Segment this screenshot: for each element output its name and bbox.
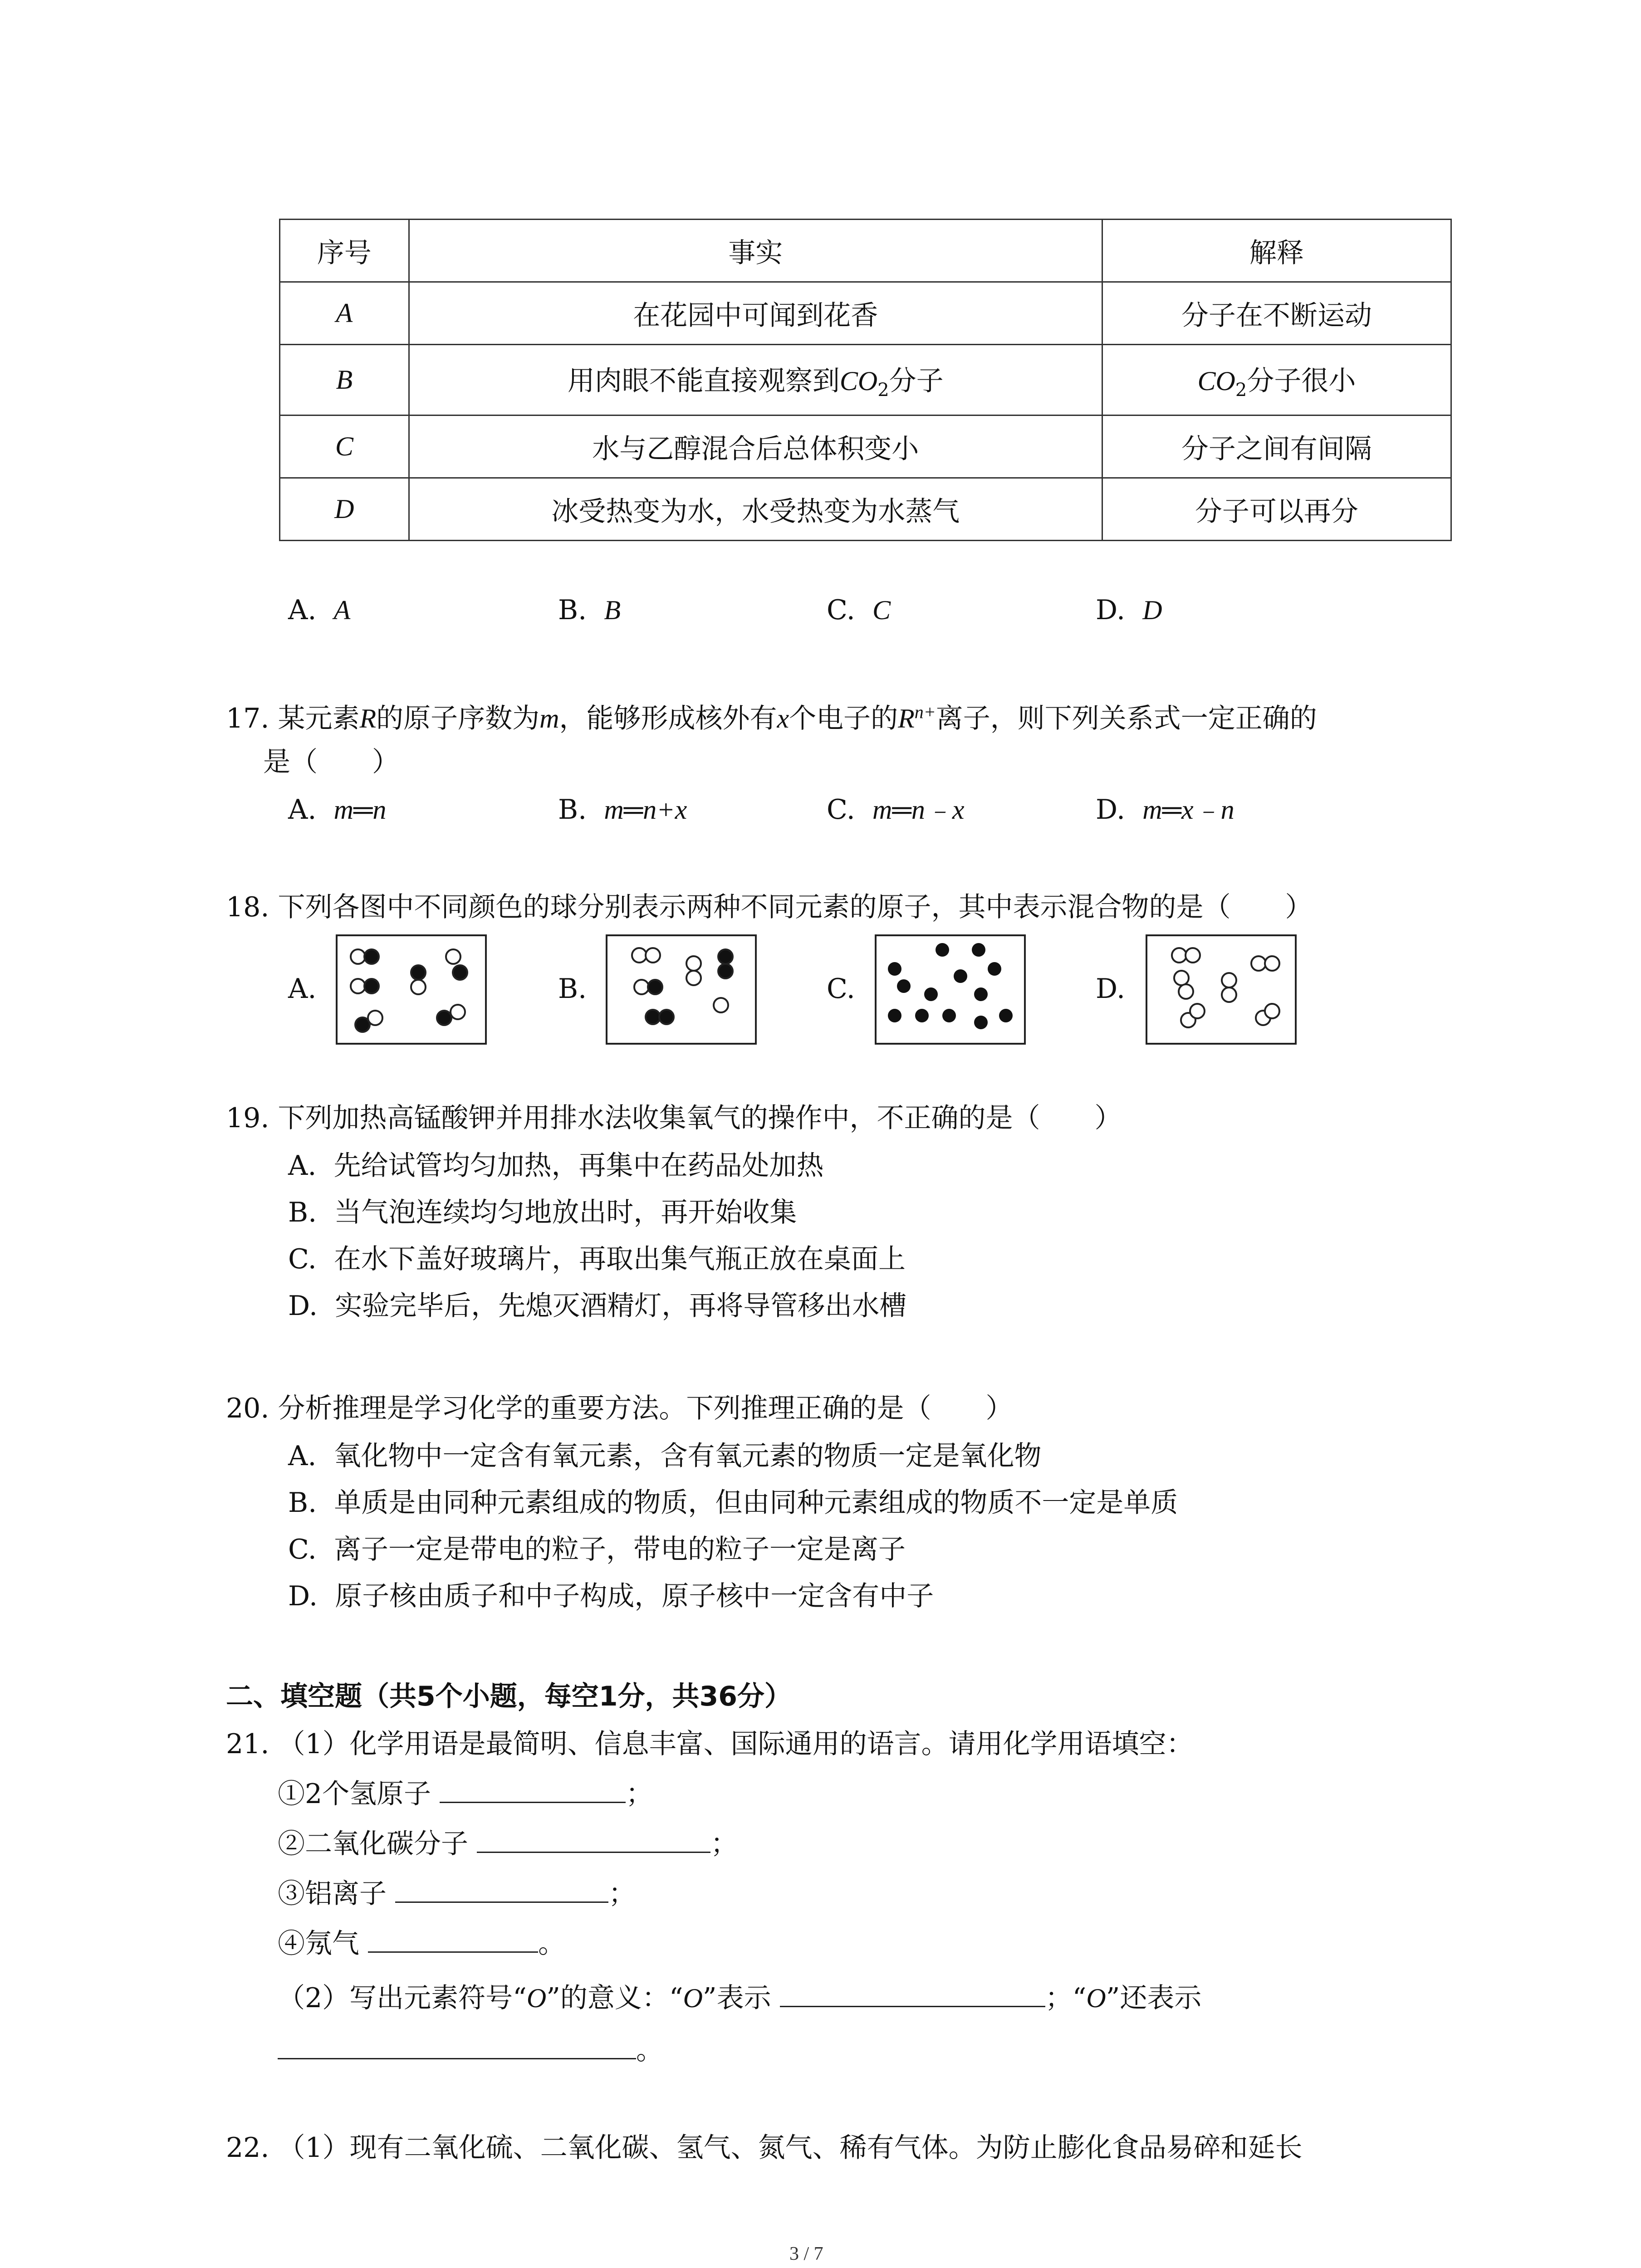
q18-diagram-b[interactable] [606, 934, 757, 1045]
q20-text: 分析推理是学习化学的重要方法。下列推理正确的是（ ） [278, 1393, 1013, 1424]
q21-item-end: 。 [538, 1928, 566, 1960]
row-fact: 冰受热变为水，水受热变为水蒸气 [409, 478, 1102, 541]
q19-option-b[interactable] [288, 1199, 797, 1226]
q16-option-a[interactable] [288, 596, 350, 624]
option-label: D. [1096, 594, 1126, 626]
q18-stem [226, 891, 1313, 923]
q21-text: （2）写出元素符号“ [278, 1982, 527, 2014]
q16-option-d[interactable] [1096, 596, 1162, 624]
question-number: 21. [226, 1728, 269, 1760]
option-value: m═n+x [604, 795, 687, 825]
q20-stem [226, 1395, 1013, 1422]
option-label: A. [288, 594, 317, 626]
row-fact [409, 345, 1102, 415]
q16-option-b[interactable] [558, 596, 621, 624]
element-symbol: O [683, 1983, 703, 2013]
fact-text: 用肉眼不能直接观察到 [567, 365, 840, 397]
q17-symbol: x [777, 704, 789, 733]
q22-stem [226, 2132, 1303, 2164]
q19-option-d[interactable] [288, 1292, 906, 1320]
q21-item [278, 1928, 566, 1960]
q22-text: （1）现有二氧化硫、二氧化碳、氢气、氮气、稀有气体。为防止膨化食品易碎和延长 [278, 2132, 1303, 2164]
q19-option-c[interactable] [288, 1243, 906, 1275]
q21-text: 。 [636, 2034, 663, 2066]
option-text: 在水下盖好玻璃片，再取出集气瓶正放在桌面上 [334, 1243, 906, 1275]
q21-item [278, 1878, 636, 1910]
q21-item-text: ④氖气 [278, 1928, 359, 1960]
row-id: A [280, 282, 409, 345]
q21-item-end: ； [710, 1828, 738, 1860]
q17-text: 离子，则下列关系式一定正确的 [936, 703, 1317, 734]
q20-option-d[interactable] [288, 1580, 934, 1612]
q21-text: （1）化学用语是最简明、信息丰富、国际通用的语言。请用化学用语填空： [278, 1728, 1194, 1760]
option-label: D. [288, 1290, 318, 1322]
section-heading: 二、填空题（共5个小题，每空1分，共36分） [226, 1681, 792, 1712]
particle-diagram [338, 936, 485, 1043]
q17-text: 的原子序数为 [376, 703, 540, 734]
q20-option-c[interactable] [288, 1536, 906, 1563]
option-label: B. [558, 594, 587, 626]
q18-diagram-a[interactable] [336, 934, 487, 1045]
question-number: 18. [226, 891, 269, 923]
q20-option-b[interactable] [288, 1487, 1178, 1519]
formula: CO [1197, 366, 1235, 396]
q18-option-label[interactable]: C. [827, 973, 855, 1005]
q21-part2-line2 [278, 2034, 663, 2066]
q17-option-b[interactable] [558, 794, 687, 826]
element-symbol: O [526, 1983, 547, 2013]
formula: CO [839, 366, 878, 396]
question-number: 20. [226, 1393, 269, 1424]
option-value: m═n﹣x [872, 795, 965, 825]
q17-symbol: R [898, 704, 915, 733]
particle-diagram [607, 936, 755, 1043]
explain-text: 分子很小 [1247, 365, 1356, 397]
q17-text: 某元素 [278, 703, 360, 734]
option-value: m═x﹣n [1142, 795, 1234, 825]
question-number: 19. [226, 1102, 269, 1134]
q21-item-text: ③铝离子 [278, 1878, 387, 1910]
q19-stem [226, 1102, 1122, 1134]
q21-item-text: ①2个氢原子 [278, 1778, 431, 1810]
q21-text: ”表示 [702, 1982, 771, 2014]
table-header-cell: 解释 [1102, 220, 1451, 282]
question-number: 22. [226, 2132, 269, 2164]
table-row [280, 478, 1451, 541]
fact-text: 分子 [889, 365, 944, 397]
table-header-row [280, 220, 1451, 282]
option-label: B. [288, 1197, 317, 1228]
q19-option-a[interactable] [288, 1150, 824, 1182]
table-row [280, 415, 1451, 478]
q21-item [278, 1780, 653, 1808]
row-fact: 水与乙醇混合后总体积变小 [409, 415, 1102, 478]
answer-blank[interactable] [477, 1851, 710, 1853]
q21-item-text: ②二氧化碳分子 [278, 1828, 468, 1860]
q17-text: 个电子的 [789, 703, 898, 734]
option-label: D. [288, 1580, 318, 1612]
option-value: C [872, 595, 891, 625]
row-fact: 在花园中可闻到花香 [409, 282, 1102, 345]
q18-diagram-c[interactable] [875, 934, 1026, 1045]
option-label: C. [827, 594, 855, 626]
q17-option-d[interactable] [1096, 794, 1234, 826]
option-label: A. [288, 1150, 317, 1182]
option-text: 实验完毕后，先熄灭酒精灯，再将导管移出水槽 [335, 1290, 907, 1322]
page-number: 3 / 7 [789, 2244, 823, 2264]
option-label: C. [288, 1534, 317, 1565]
row-id: D [280, 478, 409, 541]
option-value: A [333, 595, 351, 625]
q17-option-a[interactable] [288, 794, 387, 826]
answer-blank[interactable] [780, 2005, 1045, 2007]
option-text: 氧化物中一定含有氧元素，含有氧元素的物质一定是氧化物 [333, 1440, 1042, 1472]
q16-option-c[interactable] [827, 596, 891, 624]
q17-stem-line2: 是（ ） [263, 746, 399, 778]
row-id: C [280, 415, 409, 478]
q21-item-end: ； [608, 1878, 636, 1910]
option-text: 先给试管均匀加热，再集中在药品处加热 [333, 1150, 824, 1182]
option-value: B [604, 595, 621, 625]
particle-diagram [1147, 936, 1295, 1043]
option-label: A. [288, 794, 317, 826]
table-row [280, 345, 1451, 415]
table-header-cell: 序号 [280, 220, 409, 282]
question-number: 17. [226, 703, 269, 734]
q21-text: ；“ [1045, 1982, 1087, 2014]
row-explain: 分子在不断运动 [1102, 282, 1451, 345]
option-label: A. [288, 1440, 317, 1472]
option-label: C. [827, 794, 855, 826]
q18-diagram-d[interactable] [1146, 934, 1297, 1045]
q21-part2 [278, 1984, 1201, 2012]
answer-blank[interactable] [278, 2058, 636, 2059]
formula-subscript: 2 [1235, 380, 1247, 401]
formula-subscript: 2 [877, 380, 889, 401]
row-explain: 分子之间有间隔 [1102, 415, 1451, 478]
q20-option-a[interactable] [288, 1442, 1042, 1470]
option-label: B. [288, 1487, 317, 1519]
option-text: 离子一定是带电的粒子，带电的粒子一定是离子 [334, 1534, 906, 1565]
q17-option-c[interactable] [827, 794, 965, 826]
q21-text: ”的意义：“ [546, 1982, 683, 2014]
option-label: B. [558, 794, 587, 826]
q21-text: ”还表示 [1106, 1982, 1202, 2014]
option-value: m═n [333, 795, 387, 825]
q17-symbol: m [539, 704, 559, 733]
q18-option-label[interactable]: B. [558, 973, 587, 1005]
answer-blank[interactable] [440, 1801, 626, 1803]
facts-table [279, 219, 1452, 541]
row-explain: 分子可以再分 [1102, 478, 1451, 541]
q17-stem-line1 [226, 703, 1317, 732]
q21-item-end: ； [626, 1778, 653, 1810]
q18-text: 下列各图中不同颜色的球分别表示两种不同元素的原子，其中表示混合物的是（ ） [278, 891, 1313, 923]
answer-blank[interactable] [368, 1951, 538, 1953]
option-label: C. [288, 1243, 317, 1275]
q17-superscript: n+ [914, 702, 936, 722]
table-header-cell: 事实 [409, 220, 1102, 282]
option-value: D [1142, 595, 1162, 625]
table-row [280, 282, 1451, 345]
option-text: 原子核由质子和中子构成，原子核中一定含有中子 [335, 1580, 934, 1612]
q17-text: ，能够形成核外有 [559, 703, 777, 734]
q21-stem [226, 1730, 1194, 1758]
particle-diagram [877, 936, 1024, 1043]
q18-option-label[interactable]: D. [1096, 973, 1126, 1005]
row-id: B [280, 345, 409, 415]
element-symbol: O [1086, 1983, 1106, 2013]
q19-text: 下列加热高锰酸钾并用排水法收集氧气的操作中，不正确的是（ ） [278, 1102, 1122, 1134]
row-explain [1102, 345, 1451, 415]
option-text: 当气泡连续均匀地放出时，再开始收集 [334, 1197, 797, 1228]
q17-symbol: R [359, 704, 377, 733]
answer-blank[interactable] [395, 1901, 608, 1903]
q21-item [278, 1828, 738, 1860]
option-label: D. [1096, 794, 1126, 826]
option-text: 单质是由同种元素组成的物质，但由同种元素组成的物质不一定是单质 [334, 1487, 1178, 1519]
q18-option-label[interactable]: A. [288, 973, 317, 1005]
